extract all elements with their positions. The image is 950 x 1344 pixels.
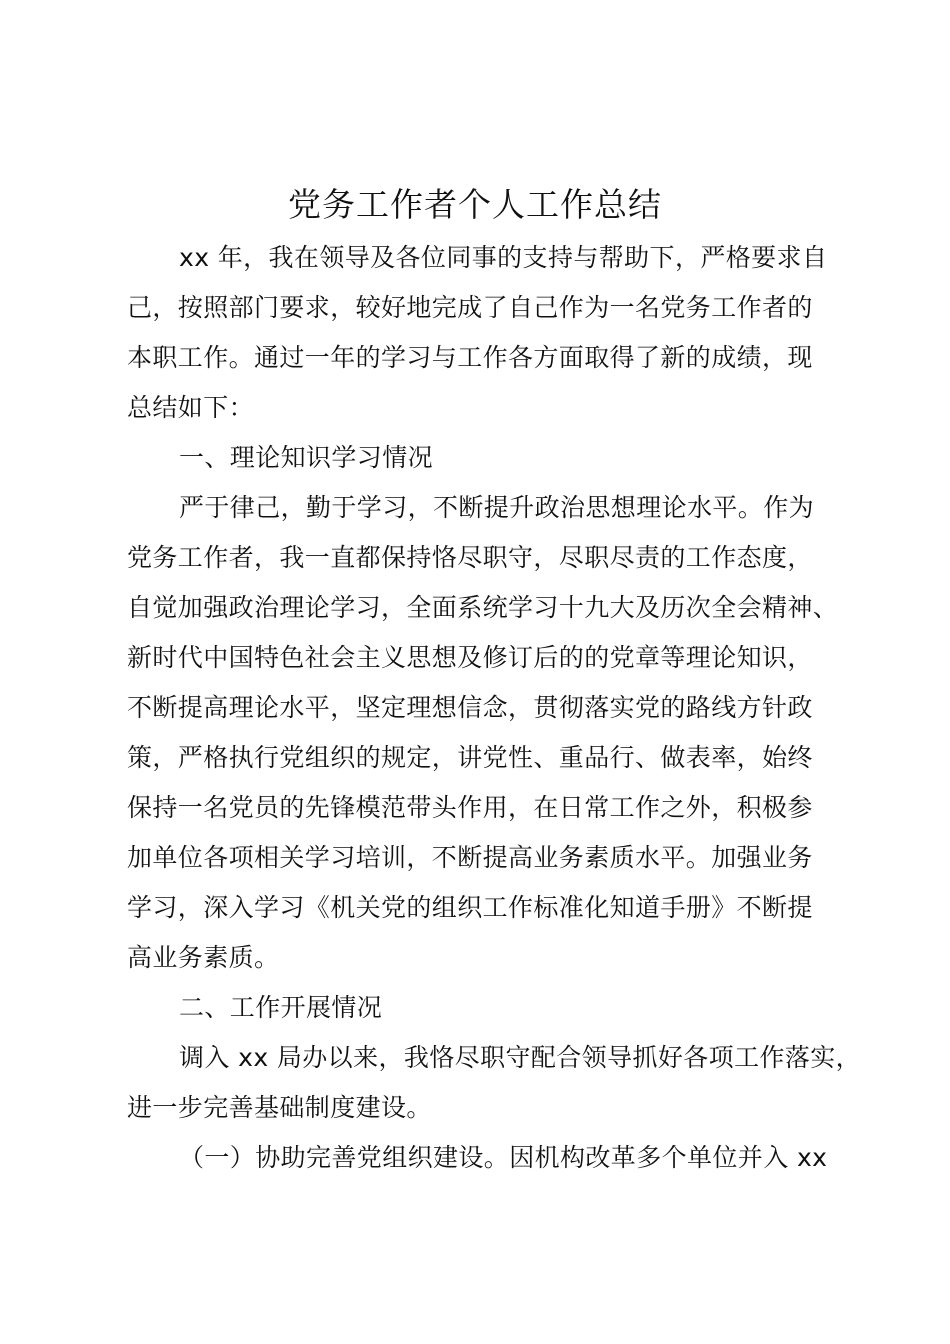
text-line: 总结如下：: [127, 393, 255, 422]
text-line: 党务工作者，我一直都保持恪尽职守，尽职尽责的工作态度，: [127, 543, 813, 572]
text-line: 保持一名党员的先锋模范带头作用，在日常工作之外，积极参: [127, 793, 813, 822]
text-line: 一、理论知识学习情况: [179, 443, 434, 472]
text-line: 本职工作。通过一年的学习与工作各方面取得了新的成绩，现: [127, 343, 813, 372]
text-line: 不断提高理论水平，坚定理想信念，贯彻落实党的路线方针政: [127, 693, 813, 722]
text-line: 学习，深入学习《机关党的组织工作标准化知道手册》不断提: [127, 893, 813, 922]
text-line: 自觉加强政治理论学习，全面系统学习十九大及历次全会精神、: [127, 593, 839, 622]
text-line: 严于律己，勤于学习，不断提升政治思想理论水平。作为: [179, 493, 815, 522]
document-body: [127, 233, 862, 1183]
text-line: 进一步完善基础制度建设。: [127, 1093, 432, 1122]
text-line: 己，按照部门要求，较好地完成了自己作为一名党务工作者的: [127, 293, 813, 322]
text-line: 调入 xx 局办以来，我恪尽职守配合领导抓好各项工作落实，: [179, 1043, 862, 1072]
text-line: 加单位各项相关学习培训，不断提高业务素质水平。加强业务: [127, 843, 813, 872]
text-line: 高业务素质。: [127, 943, 280, 972]
text-line: 新时代中国特色社会主义思想及修订后的的党章等理论知识，: [127, 643, 813, 672]
text-line: 二、工作开展情况: [179, 993, 383, 1022]
document-title: 党务工作者个人工作总结: [288, 185, 662, 224]
text-line: xx 年，我在领导及各位同事的支持与帮助下，严格要求自: [179, 243, 828, 272]
text-line: （一）协助完善党组织建设。因机构改革多个单位并入 xx: [179, 1143, 828, 1172]
text-line: 策，严格执行党组织的规定，讲党性、重品行、做表率，始终: [127, 743, 813, 772]
